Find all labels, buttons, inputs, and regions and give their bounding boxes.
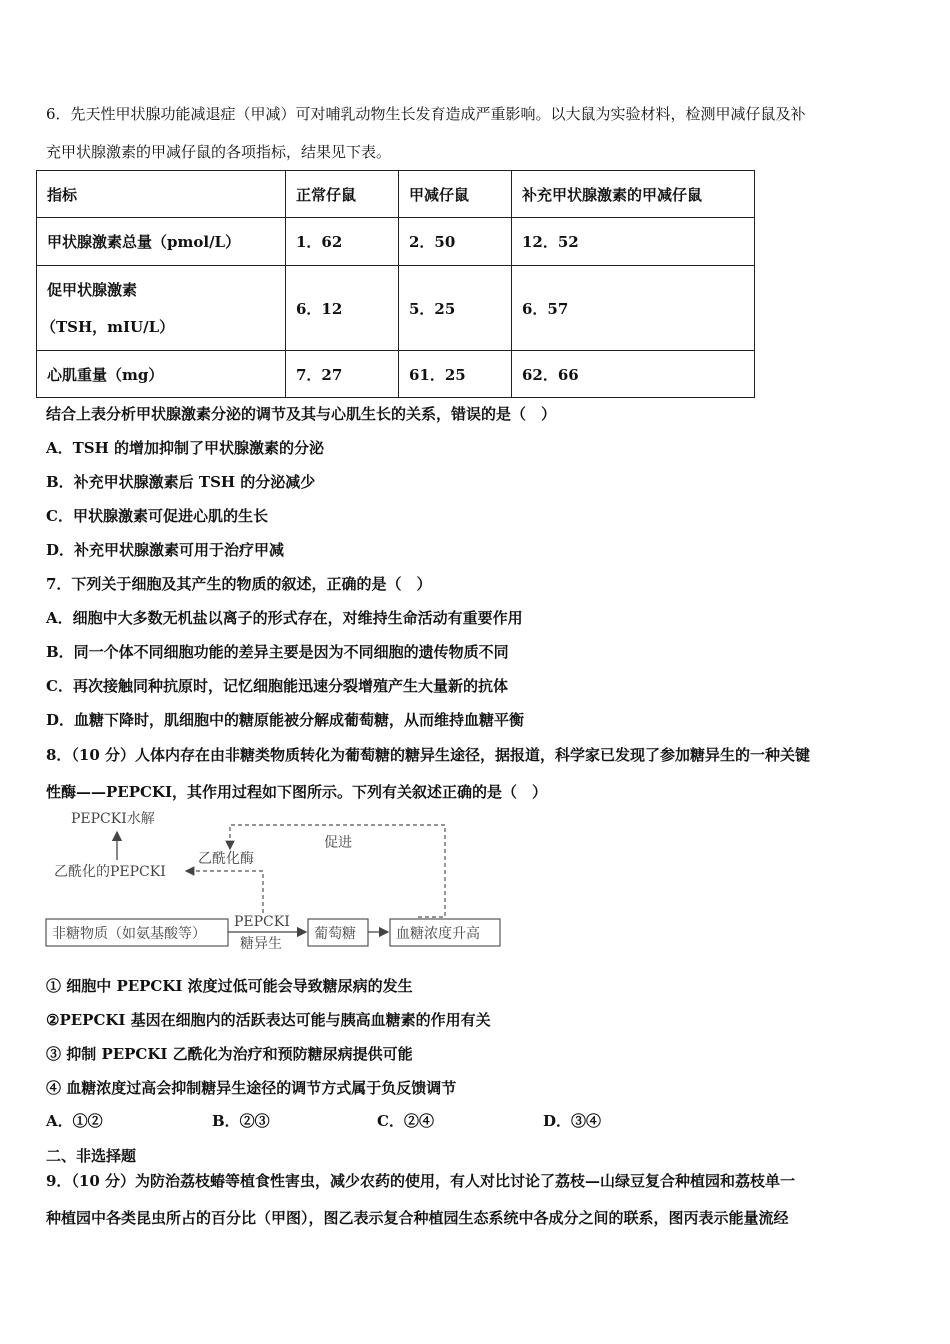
- table-row: [37, 218, 755, 266]
- q8-choice-a: A．①②: [46, 1112, 103, 1130]
- process-label: 糖异生: [240, 936, 282, 952]
- results-table: [36, 170, 755, 398]
- acetylation-dashed-arrow: [186, 871, 263, 913]
- q6-option-b: B．补充甲状腺激素后 TSH 的分泌减少: [46, 473, 316, 491]
- q9-stem-line1: 9．（10 分）为防治荔枝蝽等植食性害虫，减少农药的使用，有人对比讨论了荔枝—山绿豆复合种植园和荔枝单一: [46, 1172, 796, 1190]
- table-cell: 12．52: [512, 218, 755, 266]
- table-row: [37, 351, 755, 398]
- table-row-label: 心肌重量（mg）: [37, 351, 286, 398]
- table-row-label-unit: （TSH，mIU/L）: [41, 318, 175, 336]
- q8-statement-3: ③ 抑制 PEPCKI 乙酰化为治疗和预防糖尿病提供可能: [46, 1045, 413, 1063]
- table-header-cell: 补充甲状腺激素的甲减仔鼠: [512, 171, 755, 218]
- q8-statement-2: ②PEPCKI 基因在细胞内的活跃表达可能与胰高血糖素的作用有关: [46, 1011, 491, 1029]
- enzyme-label: PEPCKI: [234, 914, 290, 930]
- q7-option-a: A．细胞中大多数无机盐以离子的形式存在，对维持生命活动有重要作用: [46, 609, 523, 627]
- table-cell: 6．57: [512, 266, 755, 351]
- table-header-cell: 正常仔鼠: [286, 171, 399, 218]
- glucose-label: 葡萄糖: [314, 926, 356, 942]
- table-cell: 5．25: [399, 266, 512, 351]
- q6-stem-line2: 充甲状腺激素的甲减仔鼠的各项指标，结果见下表。: [46, 143, 392, 161]
- q6-stem-line1: 6．先天性甲状腺功能减退症（甲减）可对哺乳动物生长发育造成严重影响。以大鼠为实验材料，检测甲减仔鼠及补: [46, 105, 806, 123]
- promote-label: 促进: [324, 835, 352, 851]
- q6-question: 结合上表分析甲状腺激素分泌的调节及其与心肌生长的关系，错误的是（ ）: [46, 405, 557, 423]
- table-header-cell: 甲减仔鼠: [399, 171, 512, 218]
- table-row-label-cell: [37, 266, 286, 351]
- q6-option-a: A．TSH 的增加抑制了甲状腺激素的分泌: [46, 439, 325, 457]
- q7-option-c: C．再次接触同种抗原时，记忆细胞能迅速分裂增殖产生大量新的抗体: [46, 677, 508, 695]
- non-sugar-label: 非糖物质（如氨基酸等）: [52, 926, 206, 942]
- table-cell: 61．25: [399, 351, 512, 398]
- q8-stem-line2: 性酶——PEPCKI，其作用过程如下图所示。下列有关叙述正确的是（ ）: [46, 783, 547, 801]
- table-row: [37, 266, 755, 351]
- table-cell: 7．27: [286, 351, 399, 398]
- table-header-row: [37, 171, 755, 218]
- table-cell: 1．62: [286, 218, 399, 266]
- q7-stem: 7．下列关于细胞及其产生的物质的叙述，正确的是（ ）: [46, 575, 432, 593]
- blood-sugar-label: 血糖浓度升高: [396, 926, 480, 942]
- q8-stem-line1: 8．（10 分）人体内存在由非糖类物质转化为葡萄糖的糖异生途径，据报道，科学家已发现了参加糖异生的一种关键: [46, 746, 811, 764]
- q9-stem-line2: 种植园中各类昆虫所占的百分比（甲图），图乙表示复合种植园生态系统中各成分之间的联系，图丙表示能量流经: [46, 1209, 789, 1227]
- q6-option-d: D．补充甲状腺激素可用于治疗甲减: [46, 541, 285, 559]
- acetylase-label: 乙酰化酶: [198, 851, 254, 867]
- hydrolysis-label: PEPCKI水解: [71, 811, 155, 827]
- table-row-label: 甲状腺激素总量（pmol/L）: [37, 218, 286, 266]
- gluconeogenesis-diagram: [40, 805, 510, 955]
- table-cell: 6．12: [286, 266, 399, 351]
- q6-option-c: C．甲状腺激素可促进心肌的生长: [46, 507, 268, 525]
- q8-choice-d: D．③④: [543, 1112, 602, 1130]
- section-heading: 二、非选择题: [46, 1147, 137, 1165]
- table-cell: 2．50: [399, 218, 512, 266]
- table-row-label: 促甲状腺激素: [47, 281, 138, 299]
- q7-option-d: D．血糖下降时，肌细胞中的糖原能被分解成葡萄糖，从而维持血糖平衡: [46, 711, 525, 729]
- q8-statement-4: ④ 血糖浓度过高会抑制糖异生途径的调节方式属于负反馈调节: [46, 1079, 457, 1097]
- q7-option-b: B．同一个体不同细胞功能的差异主要是因为不同细胞的遗传物质不同: [46, 643, 509, 661]
- q8-statement-1: ① 细胞中 PEPCKI 浓度过低可能会导致糖尿病的发生: [46, 977, 413, 995]
- table-cell: 62．66: [512, 351, 755, 398]
- acetylated-label: 乙酰化的PEPCKI: [54, 864, 166, 880]
- q8-choice-c: C．②④: [377, 1112, 434, 1130]
- table-header-cell: 指标: [37, 171, 286, 218]
- q8-choice-b: B．②③: [212, 1112, 270, 1130]
